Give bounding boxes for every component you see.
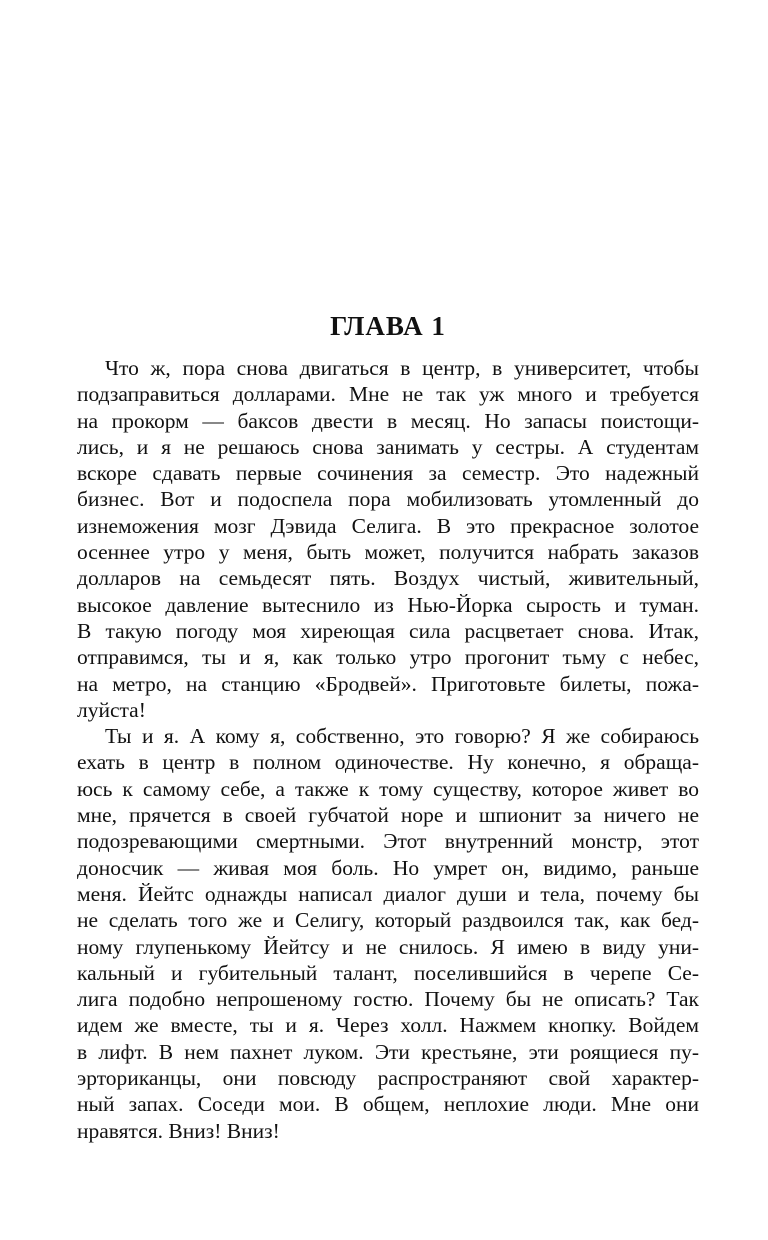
text-line: не сделать того же и Селигу, который раздвоился так, как бед- bbox=[77, 908, 699, 933]
text-line: в лифт. В нем пахнет луком. Эти крестьяне, эти роящиеся пу- bbox=[77, 1039, 699, 1064]
text-line: луйста! bbox=[77, 697, 146, 722]
text-line: изнеможения мозг Дэвида Селига. В это прекрасное золотое bbox=[77, 513, 699, 538]
chapter-body bbox=[77, 355, 699, 1144]
text-line: подозревающими смертными. Этот внутренний монстр, этот bbox=[77, 829, 699, 854]
text-line: ный запах. Соседи мои. В общем, неплохие люди. Мне они bbox=[77, 1092, 699, 1117]
text-line: кальный и губительный талант, поселившийся в черепе Се- bbox=[77, 960, 699, 985]
text-line: В такую погоду моя хиреющая сила расцветает снова. Итак, bbox=[77, 618, 699, 643]
text-line: бизнес. Вот и подоспела пора мобилизовать утомленный до bbox=[77, 487, 699, 512]
chapter-title: ГЛАВА 1 bbox=[330, 311, 446, 341]
text-line: эрториканцы, они повсюду распространяют свой характер- bbox=[77, 1066, 699, 1091]
text-line: ному глупенькому Йейтсу и не снилось. Я имею в виду уни- bbox=[77, 934, 699, 959]
book-page bbox=[77, 0, 699, 1240]
text-line: юсь к самому себе, а также к тому существу, которое живет во bbox=[77, 776, 699, 801]
text-line: на метро, на станцию «Бродвей». Приготовьте билеты, пожа- bbox=[77, 671, 699, 696]
text-line: ехать в центр в полном одиночестве. Ну конечно, я обраща- bbox=[77, 750, 699, 775]
text-line: доносчик — живая моя боль. Но умрет он, видимо, раньше bbox=[77, 855, 699, 880]
text-line: отправимся, ты и я, как только утро прогонит тьму с небес, bbox=[77, 645, 699, 670]
text-line: высокое давление вытеснило из Нью-Йорка сырость и туман. bbox=[77, 592, 699, 617]
text-line: осеннее утро у меня, быть может, получится набрать заказов bbox=[77, 540, 699, 565]
text-line: долларов на семьдесят пять. Воздух чистый, живительный, bbox=[77, 566, 699, 591]
paragraph bbox=[77, 355, 699, 723]
text-line: нравятся. Вниз! Вниз! bbox=[77, 1118, 280, 1143]
text-line: идем же вместе, ты и я. Через холл. Нажмем кнопку. Войдем bbox=[77, 1013, 699, 1038]
text-line: подзаправиться долларами. Мне не так уж много и требуется bbox=[77, 382, 699, 407]
text-line: на прокорм — баксов двести в месяц. Но запасы поистощи- bbox=[77, 408, 699, 433]
text-line: вскоре сдавать первые сочинения за семестр. Это надежный bbox=[77, 461, 699, 486]
text-line: мне, прячется в своей губчатой норе и шпионит за ничего не bbox=[77, 803, 699, 828]
text-line: Что ж, пора снова двигаться в центр, в университет, чтобы bbox=[105, 356, 699, 380]
text-line: лись, и я не решаюсь снова занимать у сестры. А студентам bbox=[77, 434, 699, 459]
text-line: Ты и я. А кому я, собственно, это говорю? Я же собираюсь bbox=[105, 724, 699, 749]
text-line: лига подобно непрошеному гостю. Почему бы не описать? Так bbox=[77, 987, 699, 1012]
paragraph bbox=[77, 723, 699, 1144]
text-line: меня. Йейтс однажды написал диалог души и тела, почему бы bbox=[77, 881, 699, 906]
